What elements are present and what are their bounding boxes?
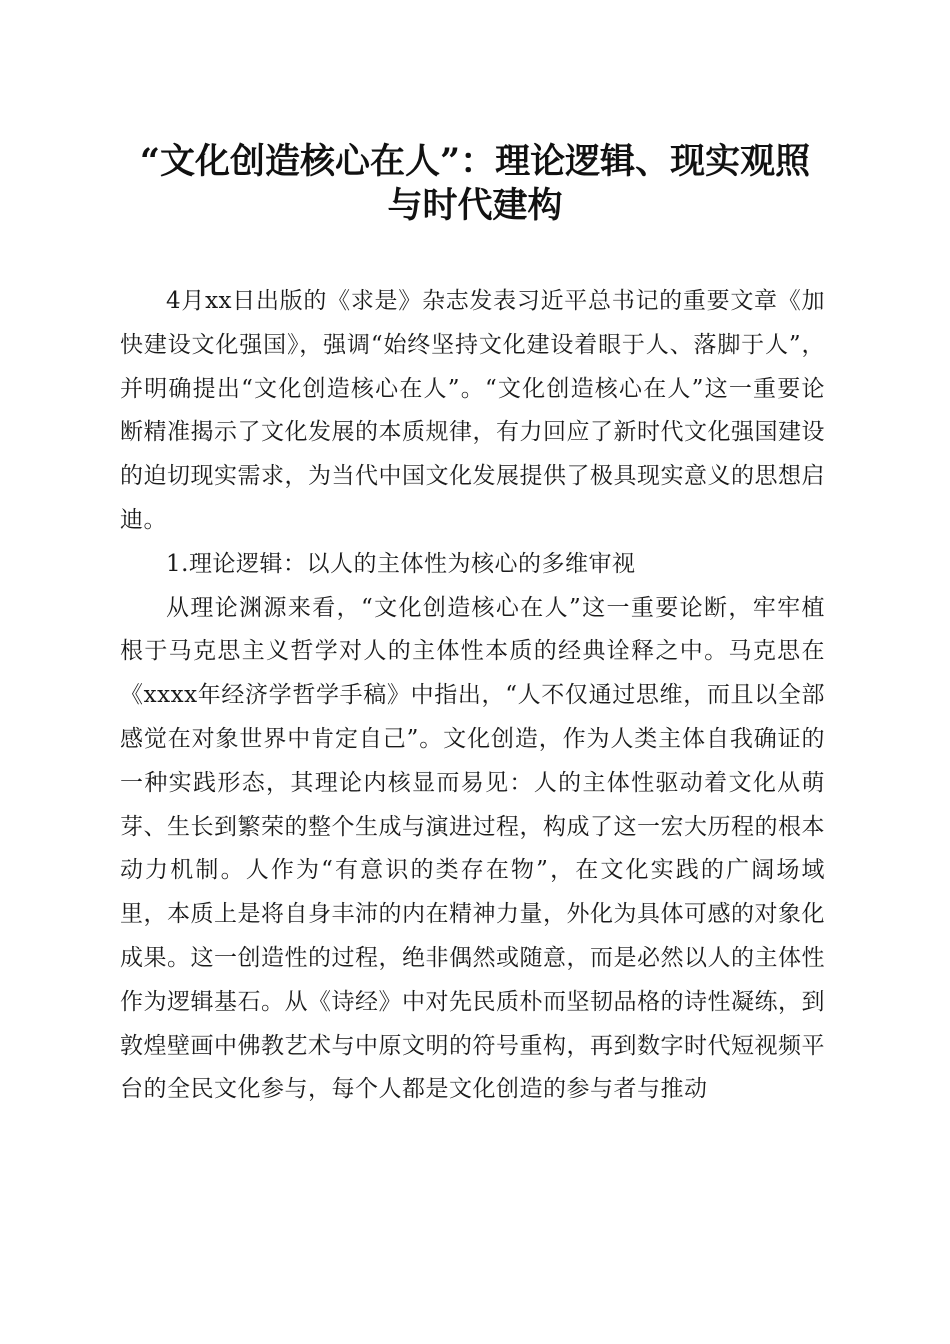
intro-paragraph: 4月xx日出版的《求是》杂志发表习近平总书记的重要文章《加快建设文化强国》，强调“始终坚持文化建设着眼于人、落脚于人”，并明确提出“文化创造核心在人”。“文化创造核心在人”这一重要论断精准揭示了文化发展的本质规律，有力回应了新时代文化强国建设的迫切现实需求，为当代中国文化发展提供了极具现实意义的思想启迪。 xyxy=(120,288,825,533)
document-title xyxy=(100,140,850,228)
document-body xyxy=(120,280,825,1112)
section-heading: 1.理论逻辑：以人的主体性为核心的多维审视 xyxy=(166,550,636,577)
body-paragraph: 从理论渊源来看，“文化创造核心在人”这一重要论断，牢牢植根于马克思主义哲学对人的主体性本质的经典诠释之中。马克思在《xxxx年经济学哲学手稿》中指出，“人不仅通过思维，而且以全部感觉在对象世界中肯定自己”。文化创造，作为人类主体自我确证的一种实践形态，其理论内核显而易见：人的主体性驱动着文化从萌芽、生长到繁荣的整个生成与演进过程，构成了这一宏大历程的根本动力机制。人作为“有意识的类存在物”，在文化实践的广阔场域里，本质上是将自身丰沛的内在精神力量，外化为具体可感的对象化成果。这一创造性的过程，绝非偶然或随意，而是必然以人的主体性作为逻辑基石。从《诗经》中对先民质朴而坚韧品格的诗性凝练，到敦煌壁画中佛教艺术与中原文明的符号重构，再到数字时代短视频平台的全民文化参与，每个人都是文化创造的参与者与推动 xyxy=(120,594,825,1103)
title-line-1: “文化创造核心在人”：理论逻辑、现实观照 xyxy=(139,141,811,182)
title-line-2: 与时代建构 xyxy=(387,185,563,226)
